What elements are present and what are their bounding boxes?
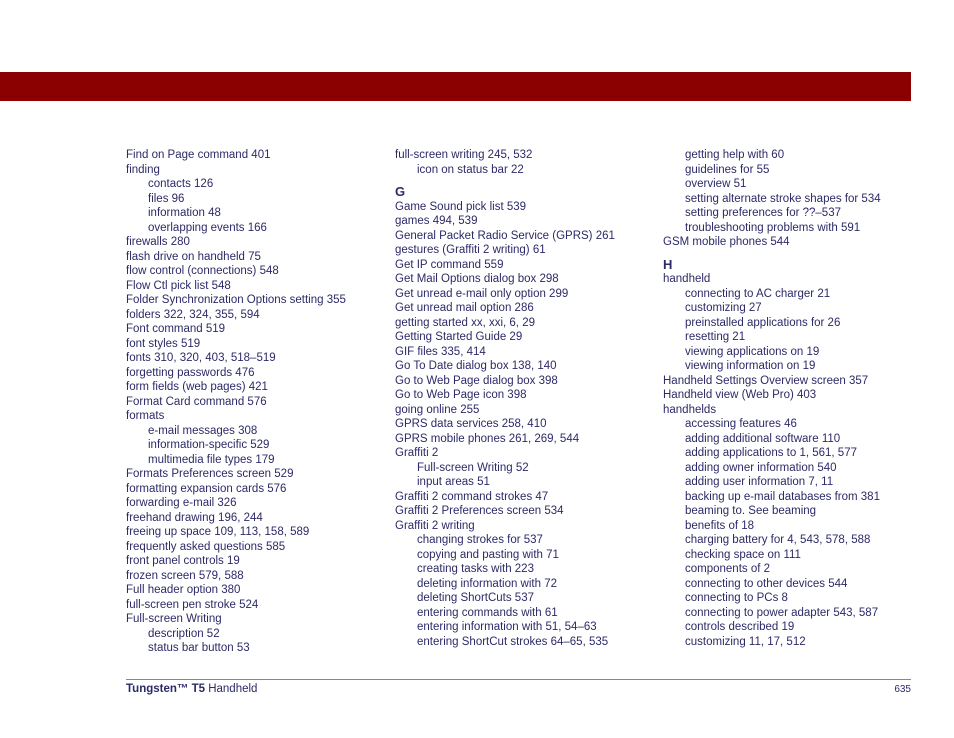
index-entry: GSM mobile phones 544 [663, 236, 790, 248]
index-subentry: resetting 21 [685, 331, 746, 343]
index-subentry: adding applications to 1, 561, 577 [685, 447, 857, 459]
index-subentry: information-specific 529 [148, 439, 270, 451]
page-number: 635 [894, 684, 911, 695]
index-entry: getting started xx, xxi, 6, 29 [395, 316, 535, 329]
index-entry: Go to Web Page icon 398 [395, 389, 527, 401]
index-subentry: checking space on 111 [685, 548, 801, 561]
index-entry: full-screen writing 245, 532 [395, 149, 533, 161]
index-entry: Game Sound pick list 539 [395, 200, 527, 213]
index-column-2 [395, 148, 615, 649]
index-entry: Graffiti 2 Preferences screen 534 [395, 505, 564, 517]
index-entry: flow control (connections) 548 [126, 265, 279, 277]
index-subentry: beaming to. See beaming [685, 505, 817, 517]
index-subentry: entering information with 51, 54–63 [417, 621, 597, 633]
index-subentry: components of 2 [685, 563, 771, 575]
index-entry: Graffiti 2 [395, 447, 439, 459]
index-entry: Handheld Settings Overview screen 357 [663, 374, 869, 387]
index-subentry: changing strokes for 537 [417, 534, 543, 546]
index-entry: Find on Page command 401 [126, 149, 271, 161]
index-entry: Graffiti 2 writing [395, 519, 475, 532]
index-entry: forgetting passwords 476 [126, 366, 255, 379]
index-entry: Get unread e-mail only option 299 [395, 287, 569, 300]
index-entry: Format Card command 576 [126, 395, 267, 408]
index-subentry: getting help with 60 [685, 149, 785, 161]
index-subentry: viewing applications on 19 [685, 345, 820, 358]
index-subentry: controls described 19 [685, 621, 795, 633]
index-entry: full-screen pen stroke 524 [126, 598, 259, 611]
index-subentry: copying and pasting with 71 [417, 548, 559, 561]
index-entry: handhelds [663, 403, 717, 416]
index-subentry: input areas 51 [417, 476, 490, 488]
index-entry: games 494, 539 [395, 215, 478, 227]
index-entry: form fields (web pages) 421 [126, 381, 268, 393]
index-subentry: e-mail messages 308 [148, 424, 258, 437]
index-entry: Getting Started Guide 29 [395, 331, 523, 343]
index-subentry: customizing 27 [685, 302, 762, 314]
index-subentry: overview 51 [685, 178, 747, 190]
index-entry: Go To Date dialog box 138, 140 [395, 360, 557, 372]
index-entry: Handheld view (Web Pro) 403 [663, 389, 817, 401]
index-subentry: setting preferences for ??–537 [685, 207, 841, 219]
footer-title [126, 683, 257, 695]
index-subentry: multimedia file types 179 [148, 453, 275, 466]
index-subentry: connecting to PCs 8 [685, 592, 788, 604]
index-entry: front panel controls 19 [126, 555, 240, 567]
index-entry: GIF files 335, 414 [395, 345, 486, 358]
index-subentry: icon on status bar 22 [417, 163, 524, 176]
index-subentry: status bar button 53 [148, 642, 250, 654]
index-letter-heading: H [663, 256, 673, 272]
product-suffix: Handheld [205, 683, 258, 695]
index-subentry: accessing features 46 [685, 418, 797, 430]
index-subentry: creating tasks with 223 [417, 563, 534, 575]
index-subentry: preinstalled applications for 26 [685, 316, 841, 329]
index-entry: freehand drawing 196, 244 [126, 511, 263, 524]
index-subentry: adding user information 7, 11 [685, 476, 834, 488]
index-subentry: customizing 11, 17, 512 [685, 635, 806, 648]
index-entry: flash drive on handheld 75 [126, 250, 261, 263]
index-entry: Go to Web Page dialog box 398 [395, 374, 558, 387]
index-entry: forwarding e-mail 326 [126, 497, 237, 509]
index-entry: finding [126, 163, 160, 176]
index-entry: General Packet Radio Service (GPRS) 261 [395, 229, 615, 242]
product-name: Tungsten™ T5 [126, 683, 206, 695]
index-entry: font styles 519 [126, 337, 201, 350]
index-subentry: backing up e-mail databases from 381 [685, 490, 880, 503]
index-entry: folders 322, 324, 355, 594 [126, 308, 260, 321]
index-entry: Full header option 380 [126, 584, 241, 596]
index-entry: frequently asked questions 585 [126, 540, 286, 553]
index-subentry: charging battery for 4, 543, 578, 588 [685, 534, 871, 546]
index-subentry: deleting ShortCuts 537 [417, 592, 534, 604]
index-subentry: description 52 [148, 627, 220, 640]
index-subentry: connecting to power adapter 543, 587 [685, 606, 879, 619]
index-entry: Flow Ctl pick list 548 [126, 279, 231, 292]
index-subentry: information 48 [148, 207, 221, 219]
index-entry: going online 255 [395, 403, 480, 416]
index-entry: Full-screen Writing [126, 613, 222, 625]
index-subentry: deleting information with 72 [417, 577, 557, 590]
index-entry: Graffiti 2 command strokes 47 [395, 490, 549, 503]
index-subentry: viewing information on 19 [685, 360, 816, 372]
index-column-1 [126, 148, 346, 656]
index-subentry: adding owner information 540 [685, 461, 837, 474]
index-subentry: setting alternate stroke shapes for 534 [685, 192, 881, 205]
footer-rule [126, 679, 911, 680]
index-entry: freeing up space 109, 113, 158, 589 [126, 526, 310, 538]
index-entry: GPRS mobile phones 261, 269, 544 [395, 432, 580, 445]
index-entry: Formats Preferences screen 529 [126, 468, 294, 480]
index-subentry: benefits of 18 [685, 519, 755, 532]
index-subentry: entering commands with 61 [417, 606, 558, 619]
index-subentry: troubleshooting problems with 591 [685, 221, 861, 234]
index-subentry: adding additional software 110 [685, 432, 841, 445]
index-entry: firewalls 280 [126, 236, 190, 248]
index-subentry: guidelines for 55 [685, 163, 770, 176]
index-entry: Font command 519 [126, 323, 226, 335]
index-entry: Get IP command 559 [395, 258, 504, 271]
index-entry: formatting expansion cards 576 [126, 482, 287, 495]
index-subentry: connecting to other devices 544 [685, 577, 848, 590]
index-subentry: files 96 [148, 192, 185, 205]
index-entry: handheld [663, 273, 711, 285]
header-banner [0, 72, 911, 101]
index-entry: fonts 310, 320, 403, 518–519 [126, 352, 276, 364]
index-entry: Get Mail Options dialog box 298 [395, 273, 559, 285]
index-entry: Folder Synchronization Options setting 355 [126, 294, 346, 306]
index-entry: GPRS data services 258, 410 [395, 418, 547, 430]
index-entry: Get unread mail option 286 [395, 302, 534, 314]
index-subentry: Full-screen Writing 52 [417, 461, 529, 474]
index-entry: gestures (Graffiti 2 writing) 61 [395, 244, 546, 256]
index-entry: formats [126, 410, 165, 422]
index-letter-heading: G [395, 184, 406, 199]
index-column-3 [663, 148, 881, 649]
index-subentry: overlapping events 166 [148, 221, 267, 234]
index-subentry: connecting to AC charger 21 [685, 287, 831, 300]
index-entry: frozen screen 579, 588 [126, 569, 244, 582]
index-subentry: entering ShortCut strokes 64–65, 535 [417, 635, 609, 648]
index-subentry: contacts 126 [148, 178, 214, 190]
